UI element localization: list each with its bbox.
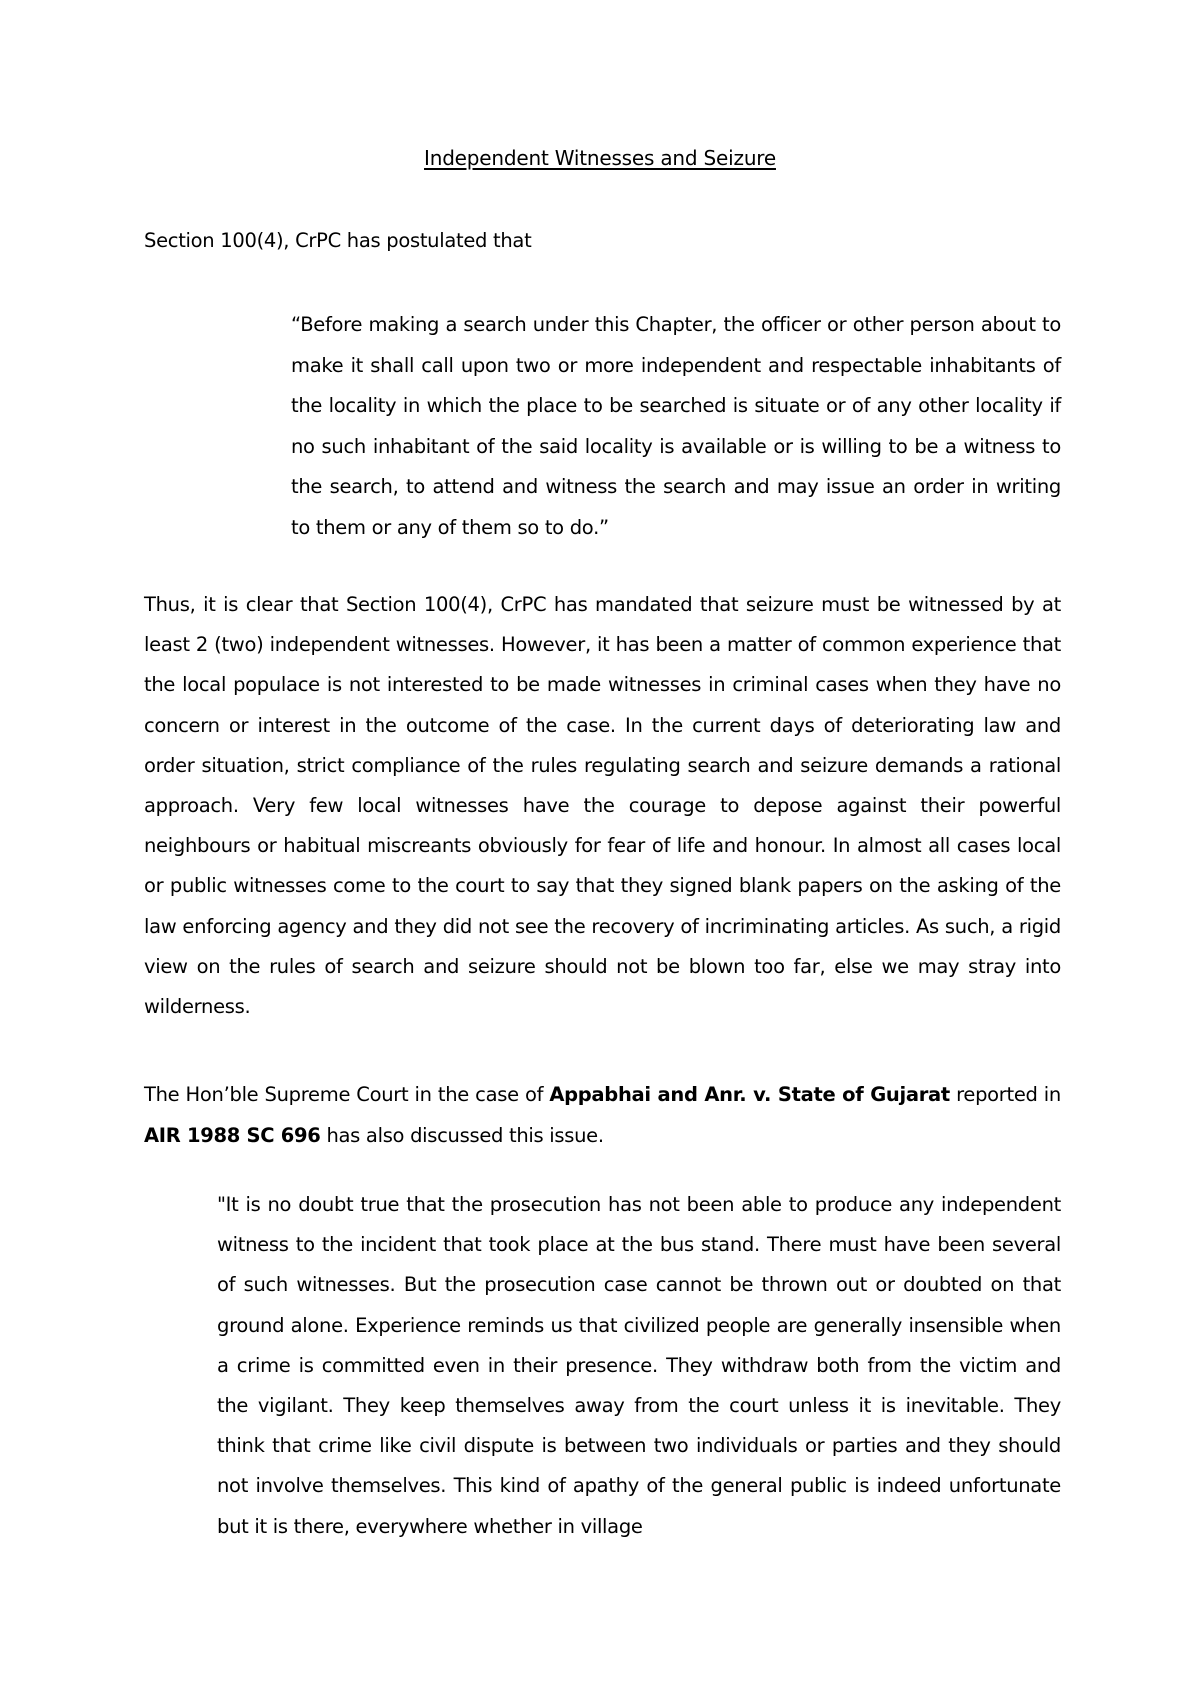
body-paragraph: Thus, it is clear that Section 100(4), CrPC has mandated that seizure must be witnessed by at least 2 (two) independent witnesses. However, it has been a matter of common experience that the local populace is not interested to be made witnesses in criminal cases when they have no concern or interest in the outcome of the case. In the current days of deteriorating law and order situation, strict compliance of the rules regulating search and seizure demands a rational approach. Very few local witnesses have the courage to depose against their powerful neighbours or habitual miscreants obviously for fear of life and honour. In almost all cases local or public witnesses come to the court to say that they signed blank papers on the asking of the law enforcing agency and they did not see the recovery of incriminating articles. As such, a rigid view on the rules of search and seizure should not be blown too far, else we may stray into wilderness. (144, 593, 1061, 1019)
case-reference-text: The Hon’ble Supreme Court in the case of (144, 1083, 550, 1106)
case-citation: AIR 1988 SC 696 (144, 1123, 321, 1147)
case-reference-text: reported in (949, 1083, 1061, 1106)
intro-line: Section 100(4), CrPC has postulated that (144, 229, 532, 252)
judgment-quote: "It is no doubt true that the prosecution has not been able to produce any independent witness to the incident that took place at the bus stand. There must have been several of such witnesses. But the prosecution case cannot be thrown out or doubted on that ground alone. Experience reminds us that civilized people are generally insensible when a crime is committed even in their presence. They withdraw both from the victim and the vigilant. They keep themselves away from the court unless it is inevitable. They think that crime like civil dispute is between two individuals or parties and they should not involve themselves. This kind of apathy of the general public is indeed unfortunate but it is there, everywhere whether in village (217, 1193, 1061, 1538)
page-title: Independent Witnesses and Seizure (424, 146, 776, 170)
statute-quote: “Before making a search under this Chapter, the officer or other person about to make it shall call upon two or more independent and respectable inhabitants of the locality in which the place to be searched is situate or of any other locality if no such inhabitant of the said locality is available or is willing to be a witness to the search, to attend and witness the search and may issue an order in writing to them or any of them so to do.” (291, 313, 1061, 539)
case-reference-paragraph (144, 1075, 1061, 1156)
case-reference-text: has also discussed this issue. (320, 1123, 604, 1147)
case-name: Appabhai and Anr. v. State of Gujarat (549, 1083, 950, 1106)
